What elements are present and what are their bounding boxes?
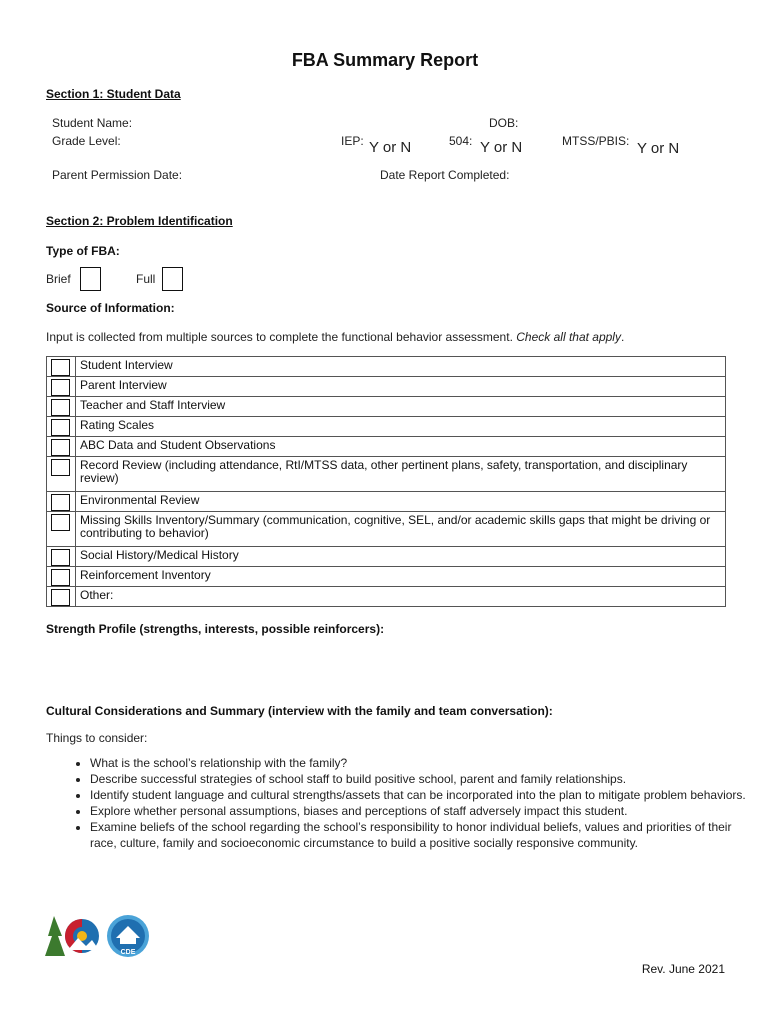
date-report-label: Date Report Completed: (380, 168, 510, 182)
mtss-value[interactable]: Y or N (637, 140, 680, 157)
list-item: • Explore whether personal assumptions, biases and perceptions of staff adversely impact this student. (90, 803, 760, 819)
iep-value[interactable]: Y or N (369, 139, 412, 156)
check-all-text: Check all that apply (516, 330, 621, 344)
things-list (62, 755, 760, 851)
input-text: Input is collected from multiple sources to complete the functional behavior assessment. (46, 330, 513, 344)
source-checkbox-cell (47, 457, 76, 492)
dob-label: DOB: (489, 116, 519, 130)
source-label: Reinforcement Inventory (76, 567, 726, 587)
source-checkbox-cell (47, 357, 76, 377)
iep-label: IEP: (341, 134, 364, 148)
source-row (47, 377, 726, 397)
parent-permission-label: Parent Permission Date: (52, 168, 183, 182)
source-checkbox[interactable] (51, 549, 70, 566)
source-checkbox[interactable] (51, 494, 70, 511)
source-checkbox-cell (47, 377, 76, 397)
list-item: • Describe successful strategies of school staff to build positive school, parent and family relationships. (90, 771, 760, 787)
source-label: ABC Data and Student Observations (76, 437, 726, 457)
mtss-label: MTSS/PBIS: (562, 134, 630, 148)
504-label: 504: (449, 134, 473, 148)
strength-profile-label: Strength Profile (strengths, interests, possible reinforcers): (46, 622, 385, 636)
source-checkbox[interactable] (51, 359, 70, 376)
section1-heading: Section 1: Student Data (46, 87, 181, 101)
source-checkbox-cell (47, 397, 76, 417)
section2-heading: Section 2: Problem Identification (46, 214, 233, 228)
cde-logo-text: CDE (120, 949, 136, 956)
list-item: • Identify student language and cultural strengths/assets that can be incorporated into the plan to mitigate problem behaviors. (90, 787, 760, 803)
source-checkbox[interactable] (51, 459, 70, 476)
source-checkbox[interactable] (51, 589, 70, 606)
source-row (47, 492, 726, 512)
brief-checkbox[interactable] (80, 267, 101, 291)
source-checkbox-cell (47, 417, 76, 437)
source-checkbox[interactable] (51, 379, 70, 396)
period: . (620, 330, 625, 344)
source-checkbox[interactable] (51, 439, 70, 456)
full-checkbox[interactable] (162, 267, 183, 291)
type-of-fba-label: Type of FBA: (46, 244, 120, 258)
source-label: Teacher and Staff Interview (76, 397, 726, 417)
source-label: Rating Scales (76, 417, 726, 437)
504-value[interactable]: Y or N (480, 139, 523, 156)
cde-logo (44, 912, 154, 962)
source-label: Other: (76, 587, 726, 607)
source-label: Parent Interview (76, 377, 726, 397)
page-title: FBA Summary Report (291, 50, 479, 70)
source-row (47, 512, 726, 547)
source-checkbox[interactable] (51, 399, 70, 416)
source-checkbox[interactable] (51, 569, 70, 586)
source-checkbox-cell (47, 547, 76, 567)
list-item: • What is the school’s relationship with the family? (90, 755, 760, 771)
source-row (47, 357, 726, 377)
revision-date: Rev. June 2021 (641, 962, 725, 976)
grade-level-label: Grade Level: (52, 134, 121, 148)
source-label: Student Interview (76, 357, 726, 377)
list-item: • Examine beliefs of the school regarding the school’s responsibility to honor individual beliefs, values and priorities of their race, culture, family and socioeconomic circumstance to build a positive socially responsive community. (90, 819, 760, 851)
student-name-label: Student Name: (52, 116, 133, 130)
cultural-considerations-label: Cultural Considerations and Summary (interview with the family and team conversation): (46, 704, 553, 718)
source-row (47, 587, 726, 607)
source-checkbox-cell (47, 512, 76, 547)
source-row (47, 417, 726, 437)
cde-logo-graphic (44, 912, 154, 962)
source-row (47, 397, 726, 417)
source-checkbox[interactable] (51, 419, 70, 436)
source-row (47, 457, 726, 492)
source-checkbox-cell (47, 587, 76, 607)
source-row (47, 547, 726, 567)
brief-label: Brief (46, 272, 71, 286)
tree-icon (45, 916, 65, 956)
source-label: Missing Skills Inventory/Summary (communication, cognitive, SEL, and/or academic skills gaps that might be driving or contributing to behavior) (76, 512, 726, 547)
source-row (47, 567, 726, 587)
source-label: Environmental Review (76, 492, 726, 512)
source-label: Social History/Medical History (76, 547, 726, 567)
source-checkbox-cell (47, 492, 76, 512)
things-to-consider-label: Things to consider: (46, 731, 148, 745)
source-checkbox[interactable] (51, 514, 70, 531)
source-row (47, 437, 726, 457)
source-checkbox-cell (47, 567, 76, 587)
source-table (46, 356, 726, 607)
full-label: Full (136, 272, 156, 286)
source-of-information-label: Source of Information: (46, 301, 175, 315)
input-instructions (46, 330, 624, 344)
source-checkbox-cell (47, 437, 76, 457)
source-label: Record Review (including attendance, RtI/MTSS data, other pertinent plans, safety, transportation, and disciplinary review) (76, 457, 726, 492)
